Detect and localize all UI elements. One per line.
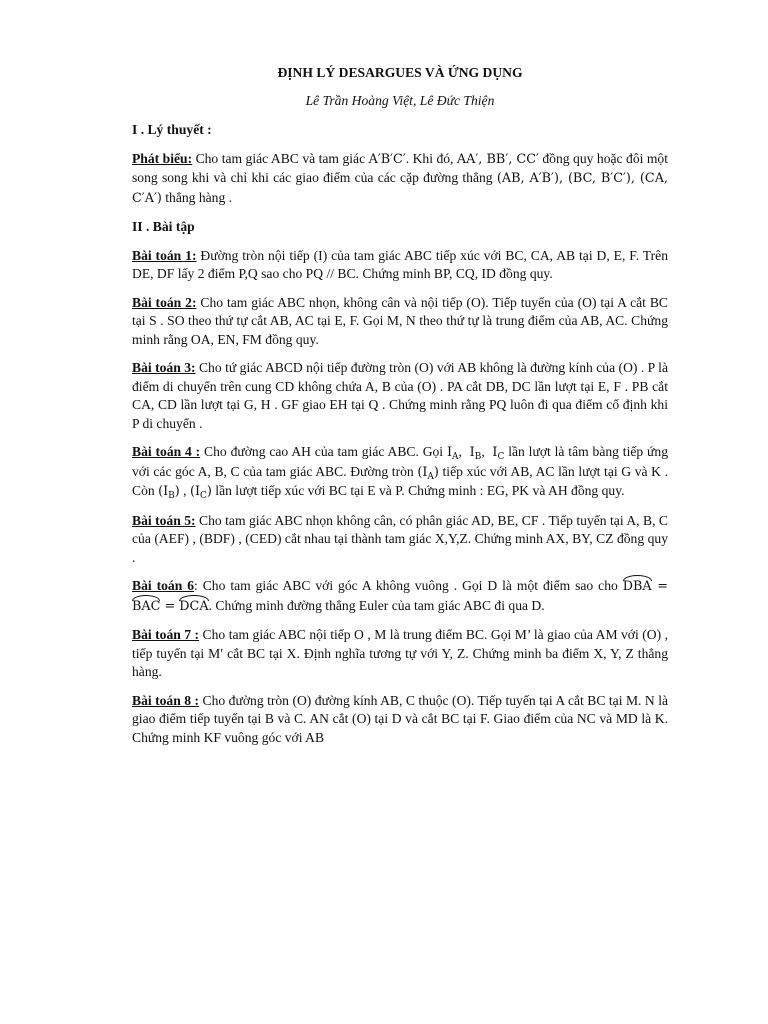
problem-2 bbox=[132, 294, 668, 350]
problem-6-label: Bài toán 6 bbox=[132, 578, 194, 593]
statement-text-3: đồng quy hoặc đôi một song song khi và chỉ khi các giao điểm của các cặp đường thẳng bbox=[132, 150, 668, 185]
problem-4: Bài toán 4 : Cho đường cao AH của tam giác ABC. Gọi $I_A$, $I_B$, $I_C$ lần lượt là tâm bàng tiếp ứng với các góc A, B, C của tam giác ABC. Đường tròn $(I_A)$ tiếp xúc với AB, AC lần lượt tại G và K . Còn $(I_B)$ , $(I_C)$ lần lượt tiếp xúc với BC tại E và P. Chứng minh : EG, PK và AH đồng quy. bbox=[132, 444, 669, 501]
problem-2-label: Bài toán 2: bbox=[132, 294, 197, 310]
excenter-ia: $I_A$ bbox=[446, 445, 459, 462]
excenter-ic: $I_C$ bbox=[492, 445, 505, 462]
section-exercises-heading: II . Bài tập bbox=[132, 219, 195, 234]
problem-8-text: Cho đường tròn (O) đường kính AB, C thuộc (O). Tiếp tuyến tại A cắt BC tại M. N là giao điểm tiếp tuyến tại B và C. AN cắt (O) tại D và cắt BC tại F. Giao điểm của NC và MD là K. Chứng minh KF vuông góc với AB bbox=[132, 692, 668, 745]
problem-5 bbox=[132, 512, 668, 568]
theorem-statement bbox=[132, 150, 668, 209]
problem-6-text-2: . Chứng minh đường thẳng Euler của tam giác ABC đi qua D. bbox=[208, 597, 545, 613]
problem-4-text-3: tiếp xúc với AB, AC lần lượt tại G và K . Còn bbox=[132, 463, 669, 498]
angle-dca: DCA bbox=[179, 598, 208, 617]
problem-7-text: Cho tam giác ABC nội tiếp O , M là trung điểm BC. Gọi M’ là giao của AM với (O) , tiếp tuyến tại M′ cắt BC tại X. Định nghĩa tương tự với Y, Z. Chứng minh ba điểm X, Y, Z thẳng hàng. bbox=[132, 627, 668, 679]
problem-1-text: Đường tròn nội tiếp (I) của tam giác ABC tiếp xúc với BC, CA, AB tại D, E, F. Trên DE, DF lấy 2 điểm P,Q sao cho PQ // BC. Chứng minh BP, CQ, ID đồng quy. bbox=[132, 247, 668, 281]
statement-text-2: . Khi đó, bbox=[405, 150, 457, 166]
document-authors: Lê Trần Hoàng Việt, Lê Đức Thiện bbox=[305, 92, 495, 108]
excenter-ib: $I_B$ bbox=[469, 445, 482, 462]
equals-sign: = bbox=[651, 579, 668, 594]
problem-6-text-1: : Cho tam giác ABC với góc A không vuông . Gọi D là một điểm sao cho bbox=[194, 578, 623, 593]
problem-8 bbox=[132, 692, 668, 748]
problem-1-label: Bài toán 1: bbox=[132, 247, 197, 263]
document-body bbox=[132, 64, 668, 757]
statement-math-1: A′B′C′ bbox=[368, 151, 406, 167]
problem-8-label: Bài toán 8 : bbox=[132, 692, 200, 708]
circle-ia: $(I_A)$ bbox=[417, 464, 439, 482]
problem-4-text-2: lần lượt là tâm bàng tiếp ứng với các góc A, B, C của tam giác ABC. Đường tròn bbox=[132, 444, 669, 479]
problem-5-text: Cho tam giác ABC nhọn không cân, có phân giác AD, BE, CF . Tiếp tuyến tại A, B, C của (AEF) , (BDF) , (CED) cắt nhau tại thành tam giác X,Y,Z. Chứng minh AX, BY, CZ đồng quy . bbox=[132, 512, 668, 565]
problem-3 bbox=[132, 359, 668, 433]
problem-4-label: Bài toán 4 : bbox=[132, 444, 201, 459]
angle-dba: DBA bbox=[623, 578, 652, 597]
problem-2-text: Cho tam giác ABC nhọn, không cân và nội tiếp (O). Tiếp tuyến của (O) tại A cắt BC tại S . SO theo thứ tự cắt AB, AC tại E, F. Gọi M, N theo thứ tự là trung điểm của AB, AC. Chứng minh rằng OA, EN, FM đồng quy. bbox=[132, 294, 669, 347]
problem-5-label: Bài toán 5: bbox=[132, 512, 196, 528]
equals-sign-2: = bbox=[160, 598, 180, 614]
problem-3-text: Cho tứ giác ABCD nội tiếp đường tròn (O) với AB không là đường kính của (O) . P là điểm di chuyển trên cung CD không chứa A, B của (O) . PA cắt DB, DC lần lượt tại E, F . PB cắt CA, CD lần lượt tại G, H . GF giao EH tại Q . Chứng minh rằng PQ luôn đi qua điểm cố định khi P di chuyển . bbox=[132, 360, 668, 431]
problem-6 bbox=[132, 577, 668, 616]
statement-text-1: Cho tam giác ABC và tam giác bbox=[192, 150, 369, 166]
problem-7-label: Bài toán 7 : bbox=[132, 627, 200, 642]
circle-ib: $(I_B)$ bbox=[158, 484, 180, 501]
angle-bac: BAC bbox=[132, 598, 160, 617]
statement-label: Phát biểu: bbox=[132, 150, 193, 166]
problem-1 bbox=[132, 247, 668, 284]
problem-4-text-4: lần lượt tiếp xúc với BC tại E và P. Chứng minh : EG, PK và AH đồng quy. bbox=[211, 483, 625, 498]
section-theory-heading: I . Lý thuyết : bbox=[132, 122, 212, 137]
problem-4-text-1: Cho đường cao AH của tam giác ABC. Gọi bbox=[200, 444, 447, 459]
circle-ic: $(I_C)$ bbox=[189, 484, 212, 501]
statement-text-4: thẳng hàng . bbox=[161, 189, 233, 205]
problem-3-label: Bài toán 3: bbox=[132, 360, 196, 375]
statement-math-2: AA′, BB′, CC′ bbox=[456, 151, 539, 167]
document-title: ĐỊNH LÝ DESARGUES VÀ ỨNG DỤNG bbox=[277, 65, 523, 80]
statement-math-3: (AB, A′B′), (BC, B′C′), (CA, C′A′) bbox=[132, 171, 668, 206]
problem-7 bbox=[132, 626, 668, 682]
